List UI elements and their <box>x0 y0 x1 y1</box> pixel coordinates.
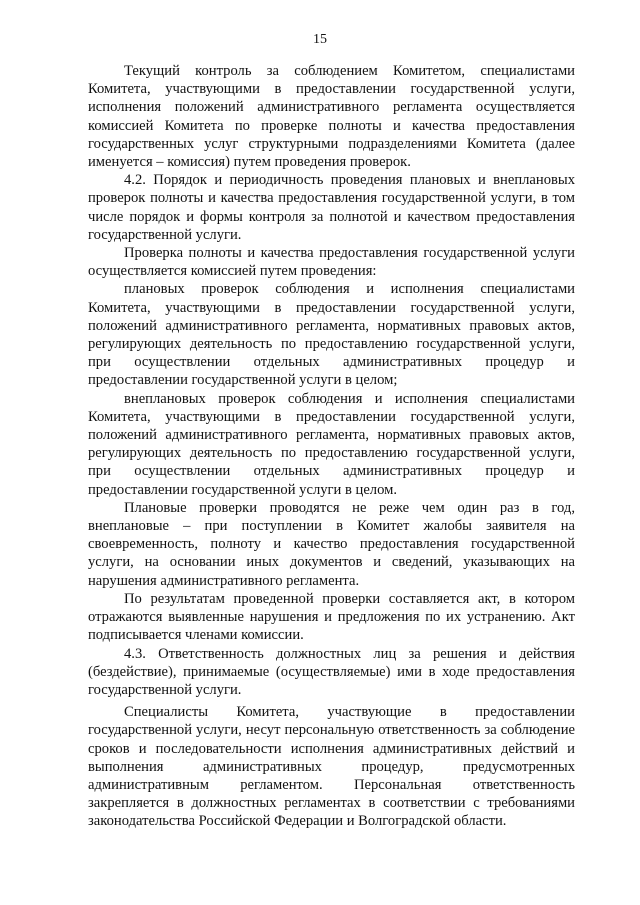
paragraph-inspection-act: По результатам проведенной проверки составляется акт, в котором отражаются выявленные нарушения и предложения по их устранению. Акт подписывается членами комиссии. <box>88 590 575 644</box>
paragraph-section-4-2-heading: 4.2. Порядок и периодичность проведения плановых и внеплановых проверок полноты и качества предоставления государственной услуги, в том числе порядок и формы контроля за полнотой и качеством предоставления государственной услуги. <box>88 172 575 243</box>
page-number: 15 <box>313 32 327 47</box>
document-body <box>88 62 575 831</box>
paragraph-personal-responsibility: Специалисты Комитета, участвующие в предоставлении государственной услуги, несут персональную ответственность за соблюдение сроков и последовательности исполнения административных действий и выполнения административных процедур, предусмотренных административным регламентом. Персональная ответственность закрепляется в должностных регламентах в соответствии с требованиями законодательства Российской Федерации и Волгоградской области. <box>88 704 575 830</box>
paragraph-section-4-3-heading: 4.3. Ответственность должностных лиц за решения и действия (бездействие), принимаемые (осуществляемые) ими в ходе предоставления государственной услуги. <box>88 645 575 698</box>
paragraph-unplanned-inspections: внеплановых проверок соблюдения и исполнения специалистами Комитета, участвующими в предоставлении государственной услуги, положений административного регламента, нормативных правовых актов, регулирующих деятельность по предоставлению государственной услуги, при осуществлении отдельных административных процедур и предоставлении государственной услуги в целом. <box>88 390 575 498</box>
paragraph-planned-inspections: плановых проверок соблюдения и исполнения специалистами Комитета, участвующими в предоставлении государственной услуги, положений административного регламента, нормативных правовых актов, регулирующих деятельность по предоставлению государственной услуги, при осуществлении отдельных административных процедур и предоставлении государственной услуги в целом; <box>88 281 575 389</box>
paragraph-inspection-frequency: Плановые проверки проводятся не реже чем один раз в год, внеплановые – при поступлении в Комитет жалобы заявителя на своевременность, полноту и качество предоставления государственной услуги, на основании иных документов и сведений, указывающих на нарушения административного регламента. <box>88 499 575 589</box>
paragraph-inspection-intro: Проверка полноты и качества предоставления государственной услуги осуществляется комиссией путем проведения: <box>88 245 575 280</box>
paragraph-current-control: Текущий контроль за соблюдением Комитетом, специалистами Комитета, участвующими в предоставлении государственной услуги, исполнения положений административного регламента осуществляется комиссией Комитета по проверке полноты и качества предоставления государственных услуг структурными подразделениями Комитета (далее именуется – комиссия) путем проведения проверок. <box>88 63 575 171</box>
